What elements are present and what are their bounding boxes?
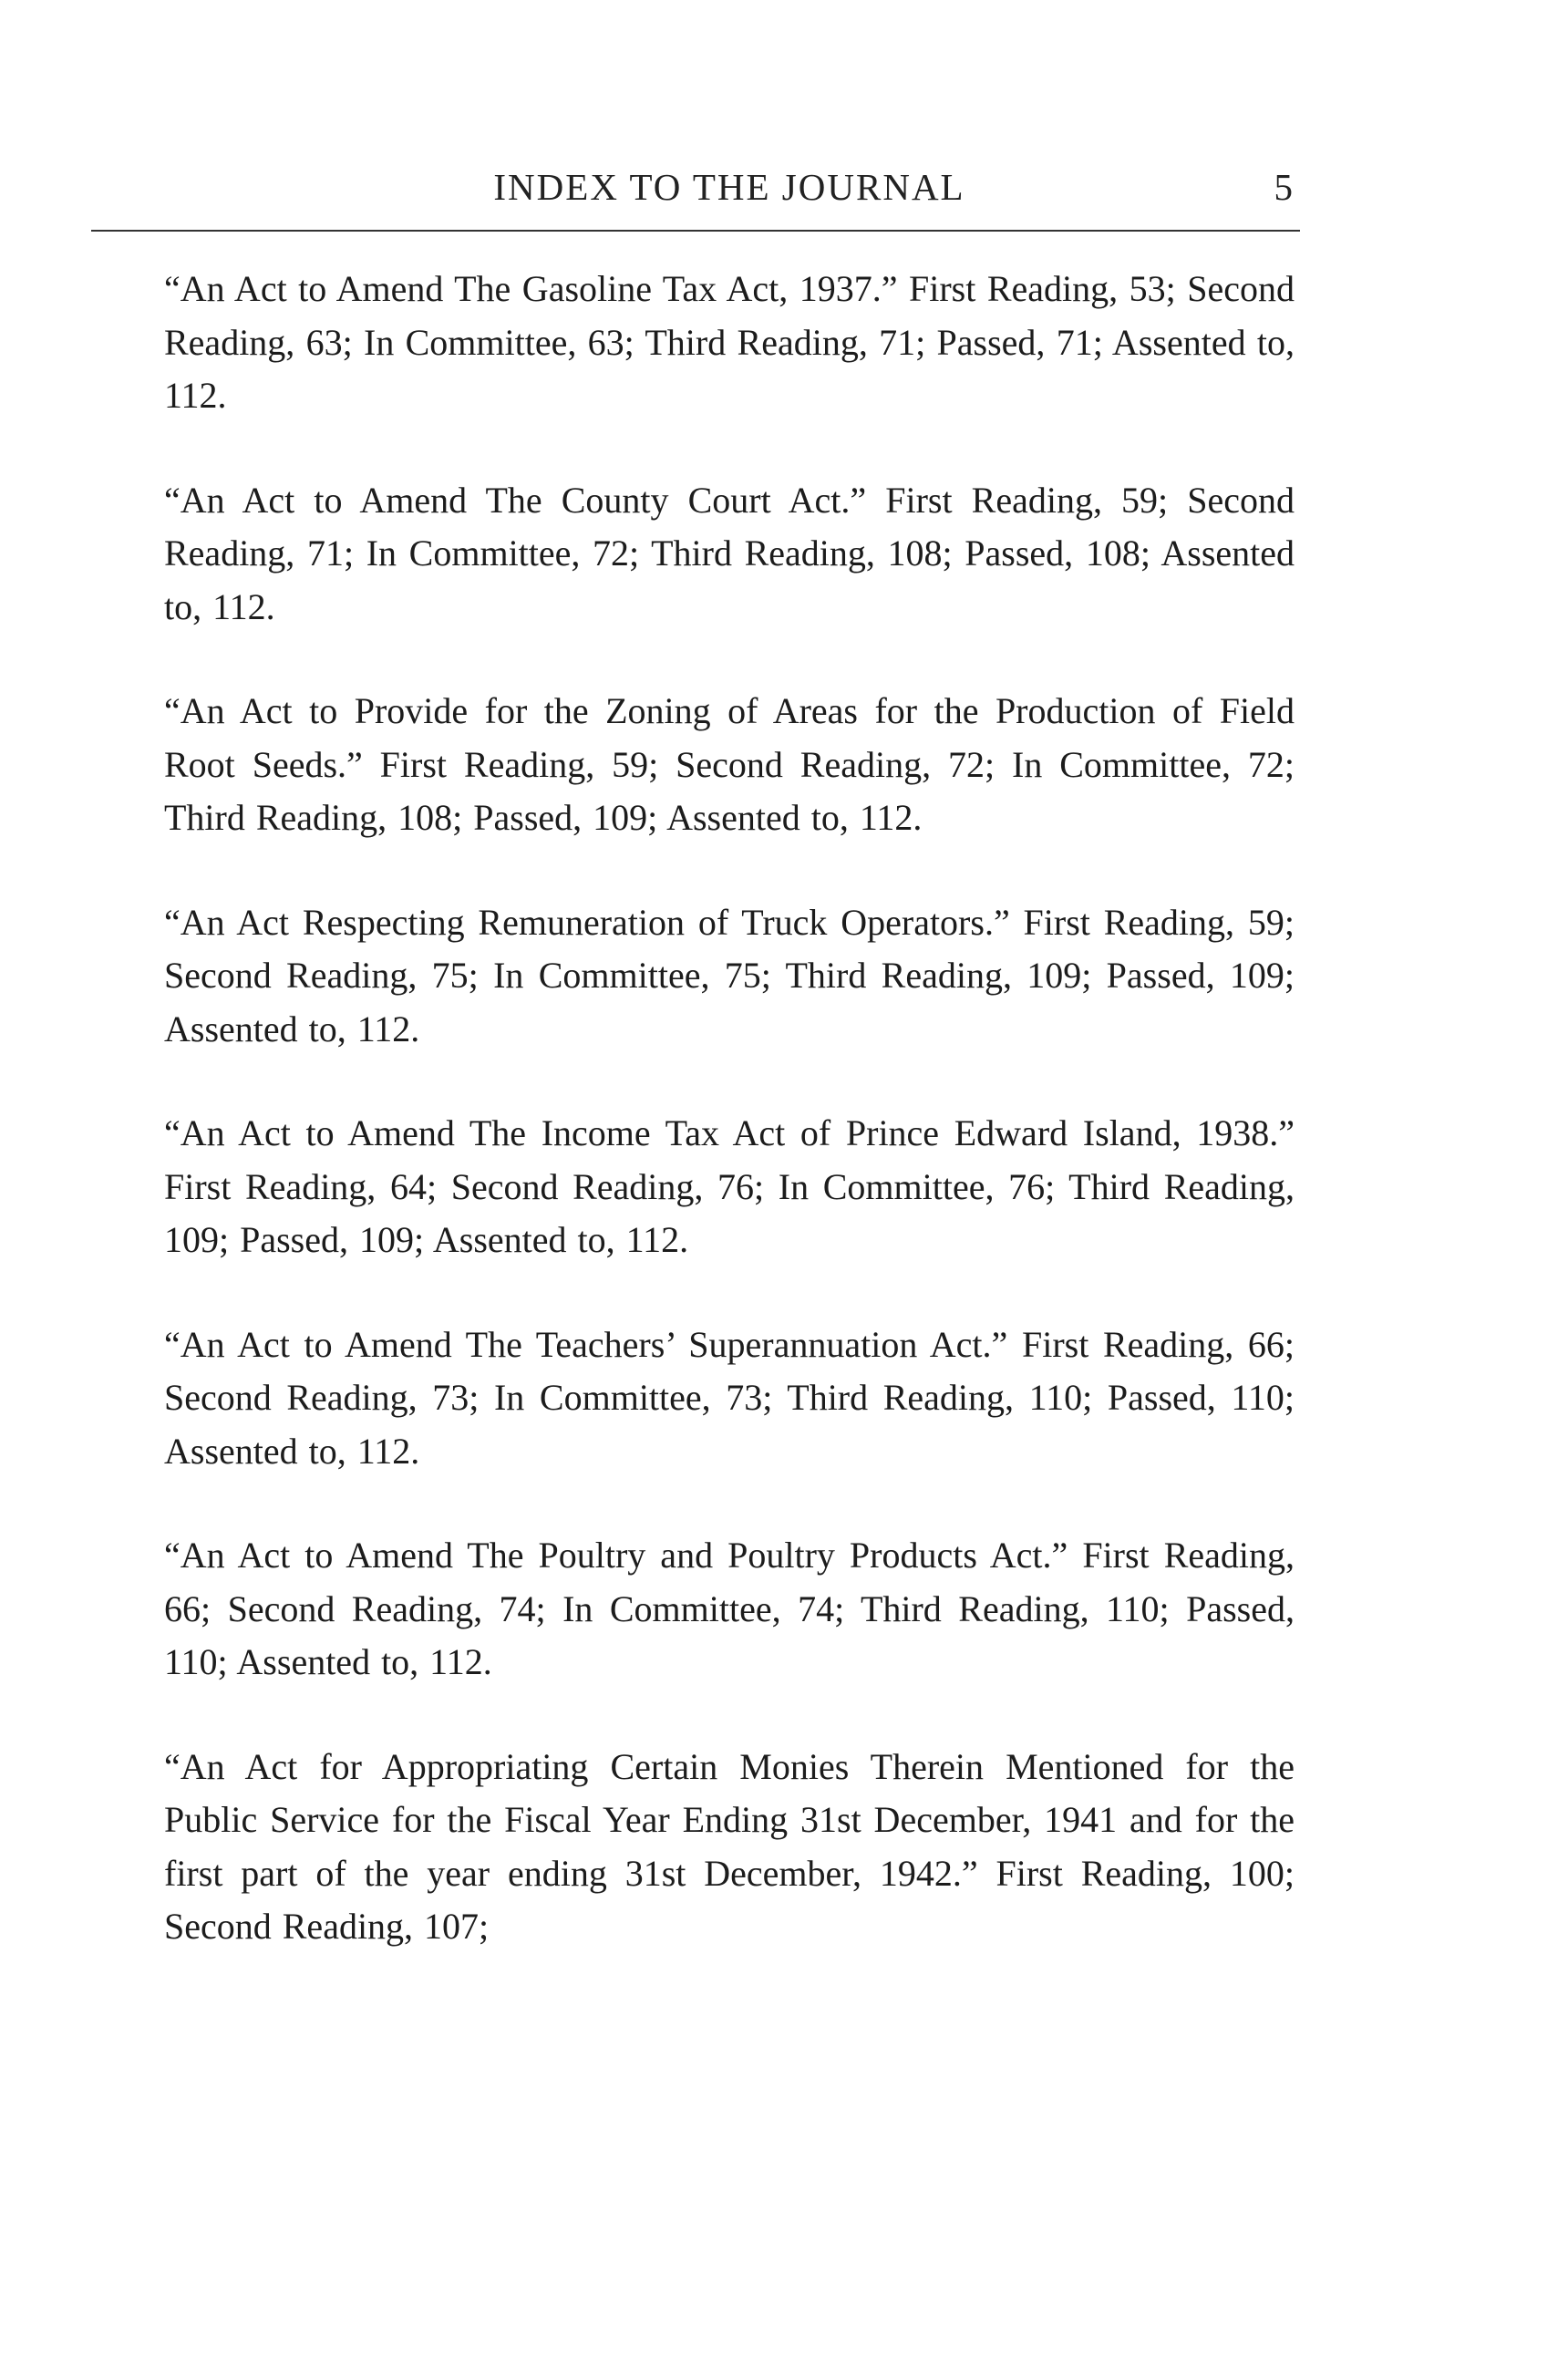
header-rule — [91, 230, 1300, 232]
index-entry — [164, 1107, 1295, 1267]
act-title: “An Act to Provide for the Zoning of Areas for the Production of Field Root Seeds.” — [164, 690, 1295, 785]
index-entry — [164, 474, 1295, 635]
running-head — [164, 164, 1295, 210]
act-readings: First Reading, 64; Second Reading, 76; In Committee, 76; Third Reading, 109; Passed, 109; Assented to, 112. — [164, 1165, 1295, 1260]
index-entry — [164, 263, 1295, 423]
act-readings: First Reading, 59; Second Reading, 72; In Committee, 72; Third Reading, 108; Passed, 109; Assented to, 112. — [164, 743, 1295, 838]
index-entry — [164, 896, 1295, 1057]
index-entry — [164, 685, 1295, 845]
act-readings: First Reading, 53; Second Reading, 63; In Committee, 63; Third Reading, 71; Passed, 71; Assented to, 112. — [164, 268, 1295, 416]
act-readings: First Reading, 66; Second Reading, 74; In Committee, 74; Third Reading, 110; Passed, 110; Assented to, 112. — [164, 1535, 1295, 1682]
index-entry — [164, 1529, 1295, 1690]
act-title: “An Act to Amend The Income Tax Act of Prince Edward Island, 1938.” — [164, 1112, 1295, 1153]
act-readings: First Reading, 59; Second Reading, 75; In Committee, 75; Third Reading, 109; Passed, 109; Assented to, 112. — [164, 901, 1295, 1049]
index-entries — [164, 263, 1295, 2005]
act-title: “An Act to Amend The Teachers’ Superannuation Act.” — [164, 1323, 1008, 1365]
act-title: “An Act Respecting Remuneration of Truck Operators.” — [164, 901, 1010, 943]
running-title: INDEX TO THE JOURNAL — [493, 166, 965, 208]
act-readings: First Reading, 100; Second Reading, 107; — [164, 1852, 1295, 1947]
index-entry — [164, 1741, 1295, 1954]
act-readings: First Reading, 59; Second Reading, 71; In Committee, 72; Third Reading, 108; Passed, 108; Assented to, 112. — [164, 479, 1295, 627]
act-title: “An Act for Appropriating Certain Monies Therein Mentioned for the Public Service for the Fiscal Year Ending 31st December, 1941 and for the first part of the year ending 31st December, 1942.” — [164, 1745, 1295, 1894]
index-entry — [164, 1318, 1295, 1479]
act-title: “An Act to Amend The County Court Act.” — [164, 479, 867, 521]
act-title: “An Act to Amend The Poultry and Poultry Products Act.” — [164, 1535, 1068, 1576]
act-readings: First Reading, 66; Second Reading, 73; In Committee, 73; Third Reading, 110; Passed, 110; Assented to, 112. — [164, 1323, 1295, 1472]
page-number: 5 — [1274, 166, 1293, 208]
act-title: “An Act to Amend The Gasoline Tax Act, 1937.” — [164, 268, 898, 309]
